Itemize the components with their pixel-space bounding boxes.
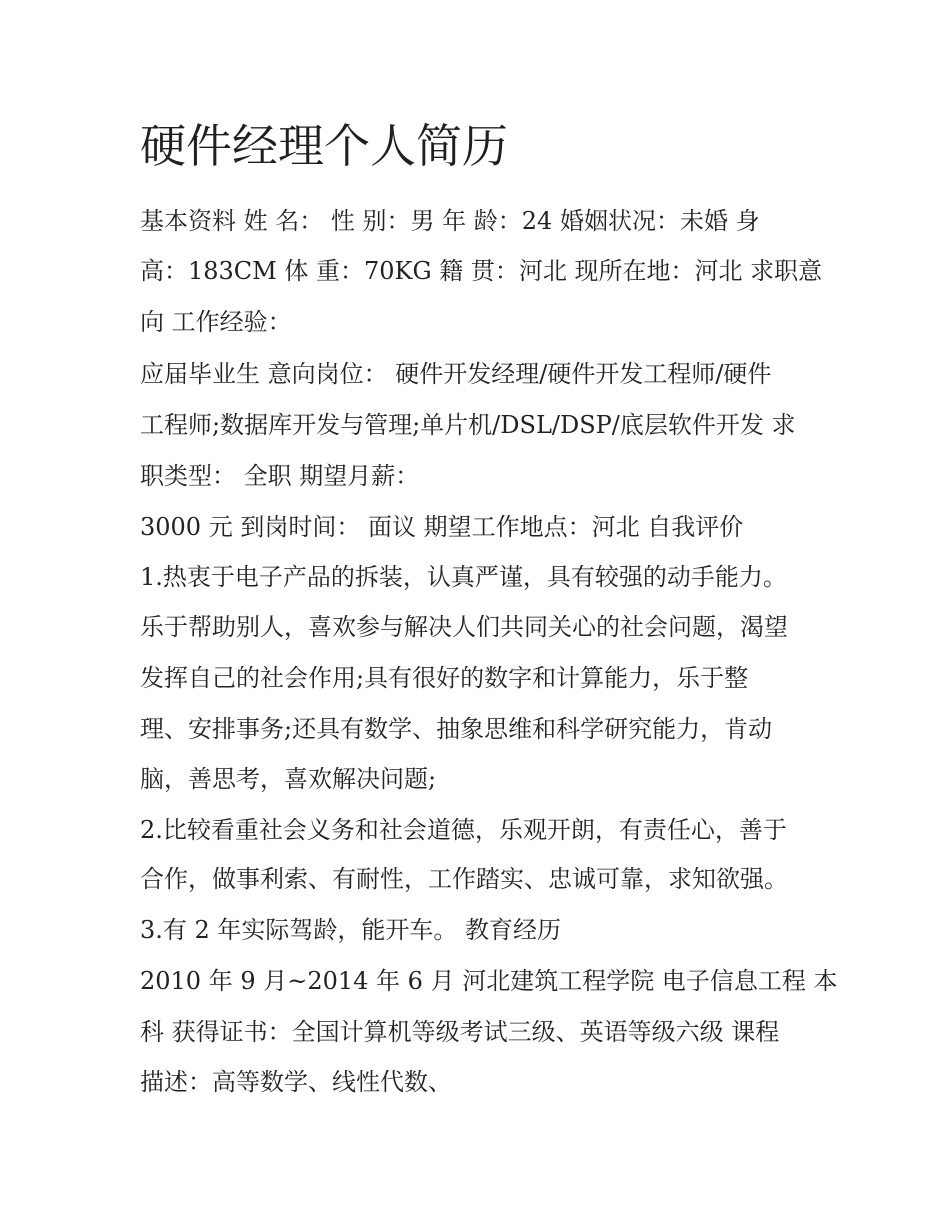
text-line-basic-info: 基本资料 姓 名： 性 别：男 年 龄：24 婚姻状况：未婚 身 bbox=[140, 207, 760, 235]
text-line-work-experience: 向 工作经验： bbox=[140, 308, 292, 336]
text-line-intended-position: 应届毕业生 意向岗位： 硬件开发经理/硬件开发工程师/硬件 bbox=[140, 360, 772, 388]
text-line-job-type: 职类型： 全职 期望月薪： bbox=[140, 462, 420, 490]
text-line-evaluation-4: 理、安排事务;还具有数学、抽象思维和科学研究能力，肯动 bbox=[140, 715, 773, 743]
text-line-driving-education: 3.有 2 年实际驾龄，能开车。 教育经历 bbox=[140, 916, 562, 944]
text-line-evaluation-1: 1.热衷于电子产品的拆装，认真严谨，具有较强的动手能力。 bbox=[140, 563, 787, 591]
text-line-position-details: 工程师;数据库开发与管理;单片机/DSL/DSP/底层软件开发 求 bbox=[140, 411, 796, 439]
text-line-evaluation-5: 脑，善思考，喜欢解决问题; bbox=[140, 765, 437, 793]
text-line-evaluation-7: 合作，做事利索、有耐性，工作踏实、忠诚可靠，求知欲强。 bbox=[140, 865, 788, 893]
text-line-certificates: 科 获得证书：全国计算机等级考试三级、英语等级六级 课程 bbox=[140, 1018, 780, 1046]
text-line-evaluation-3: 发挥自己的社会作用;具有很好的数字和计算能力，乐于整 bbox=[140, 664, 749, 692]
text-line-salary-location: 3000 元 到岗时间： 面议 期望工作地点：河北 自我评价 bbox=[140, 513, 744, 541]
document-title: 硬件经理个人简历 bbox=[140, 119, 508, 173]
text-line-courses: 描述：高等数学、线性代数、 bbox=[140, 1068, 452, 1096]
text-line-evaluation-2: 乐于帮助别人，喜欢参与解决人们共同关心的社会问题，渴望 bbox=[140, 613, 788, 641]
text-line-education-period: 2010 年 9 月~2014 年 6 月 河北建筑工程学院 电子信息工程 本 bbox=[140, 967, 838, 995]
text-line-evaluation-6: 2.比较看重社会义务和社会道德，乐观开朗，有责任心，善于 bbox=[140, 816, 787, 844]
text-line-personal-details: 高：183CM 体 重：70KG 籍 贯：河北 现所在地：河北 求职意 bbox=[140, 257, 823, 285]
